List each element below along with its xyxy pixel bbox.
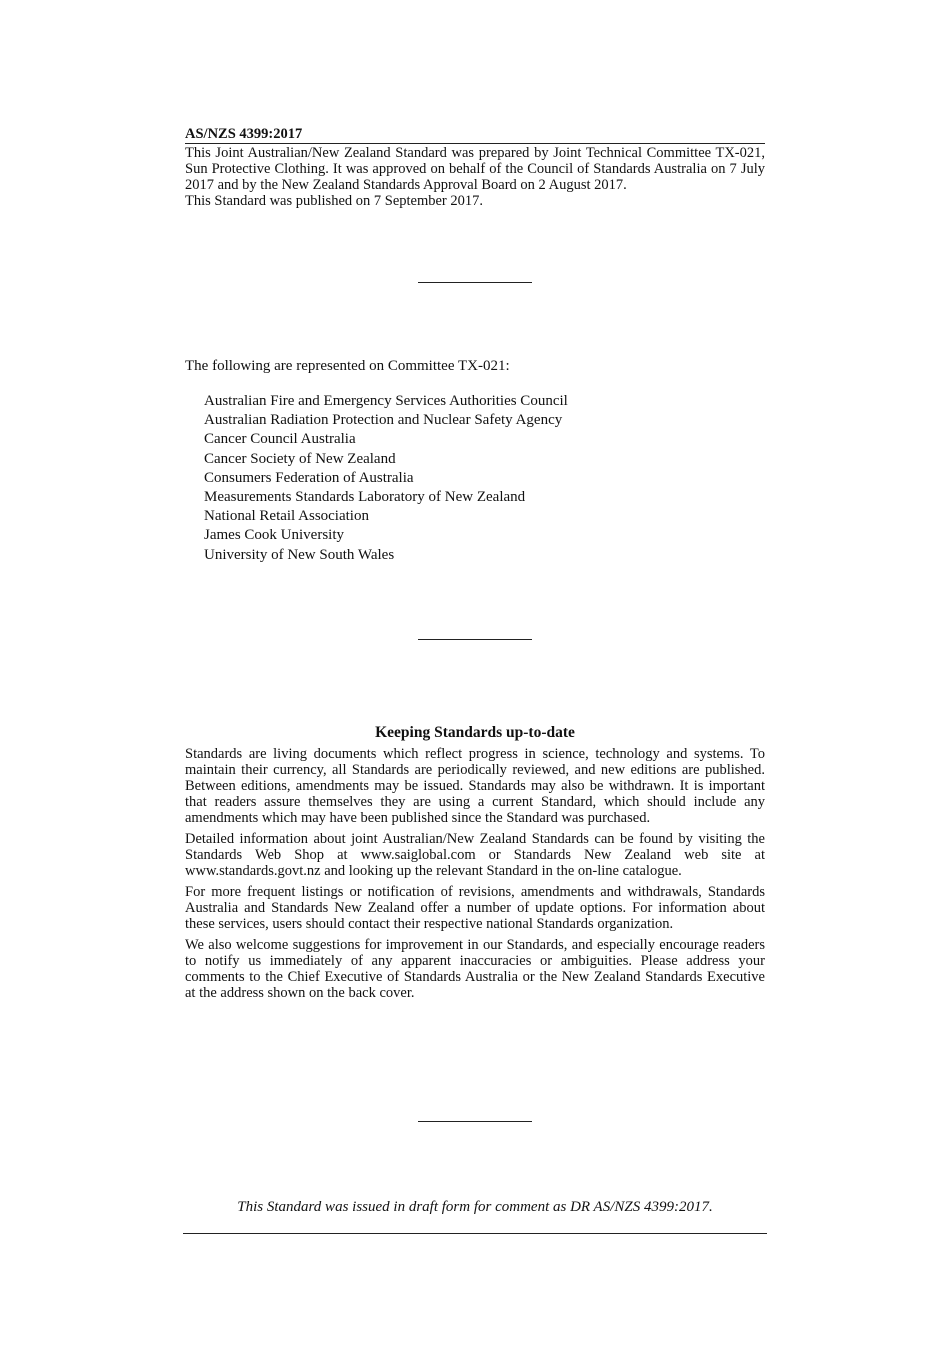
keeping-standards-heading: Keeping Standards up-to-date xyxy=(375,724,575,741)
committee-member: University of New South Wales xyxy=(204,546,395,563)
keeping-paragraph: For more frequent listings or notification of revisions, amendments and withdrawals, Standards Australia and Standards New Zealand offer a number of update options. For information about these services, users should contact their respective national Standards organization. xyxy=(185,884,765,932)
committee-member: Australian Radiation Protection and Nuclear Safety Agency xyxy=(204,412,563,429)
committee-intro: The following are represented on Committee TX-021: xyxy=(185,358,510,374)
committee-member: Australian Fire and Emergency Services Authorities Council xyxy=(204,393,568,409)
keeping-paragraph: We also welcome suggestions for improvement in our Standards, and especially encourage readers to notify us immediately of any apparent inaccuracies or ambiguities. Please address your comments to the Chief Executive of Standards Australia or the New Zealand Standards Executive at the address shown on the back cover. xyxy=(185,937,765,1001)
keeping-paragraph: Detailed information about joint Australian/New Zealand Standards can be found by visiting the Standards Web Shop at www.saiglobal.com or Standards New Zealand web site at www.standards.govt.nz and looking up the relevant Standard in the on-line catalogue. xyxy=(185,831,765,879)
section-divider xyxy=(418,639,532,640)
publication-date-paragraph: This Standard was published on 7 September 2017. xyxy=(185,193,484,209)
preparation-block xyxy=(185,145,765,209)
section-divider xyxy=(418,1121,532,1122)
committee-member: National Retail Association xyxy=(204,508,369,525)
footer-rule xyxy=(183,1233,767,1234)
committee-member: Cancer Council Australia xyxy=(204,431,356,448)
preparation-paragraph: This Joint Australian/New Zealand Standard was prepared by Joint Technical Committee TX-021, Sun Protective Clothing. It was approved on behalf of the Council of Standards Australia on 7 July 2017 and by the New Zealand Standards Approval Board on 2 August 2017. xyxy=(185,145,765,193)
section-divider xyxy=(418,282,532,283)
committee-member-list xyxy=(204,392,568,565)
committee-member: Measurements Standards Laboratory of New Zealand xyxy=(204,489,526,506)
keeping-paragraph: Standards are living documents which reflect progress in science, technology and systems. To maintain their currency, all Standards are periodically reviewed, and new editions are published. Between editions, amendments may be issued. Standards may also be withdrawn. It is important that readers assure themselves they are using a current Standard, which should include any amendments which may have been published since the Standard was purchased. xyxy=(185,746,765,826)
draft-note: This Standard was issued in draft form for comment as DR AS/NZS 4399:2017. xyxy=(237,1199,713,1215)
standard-number: AS/NZS 4399:2017 xyxy=(185,126,765,144)
committee-member: James Cook University xyxy=(204,527,344,544)
keeping-standards-body xyxy=(185,746,765,1006)
committee-member: Consumers Federation of Australia xyxy=(204,469,414,486)
committee-member: Cancer Society of New Zealand xyxy=(204,450,396,467)
